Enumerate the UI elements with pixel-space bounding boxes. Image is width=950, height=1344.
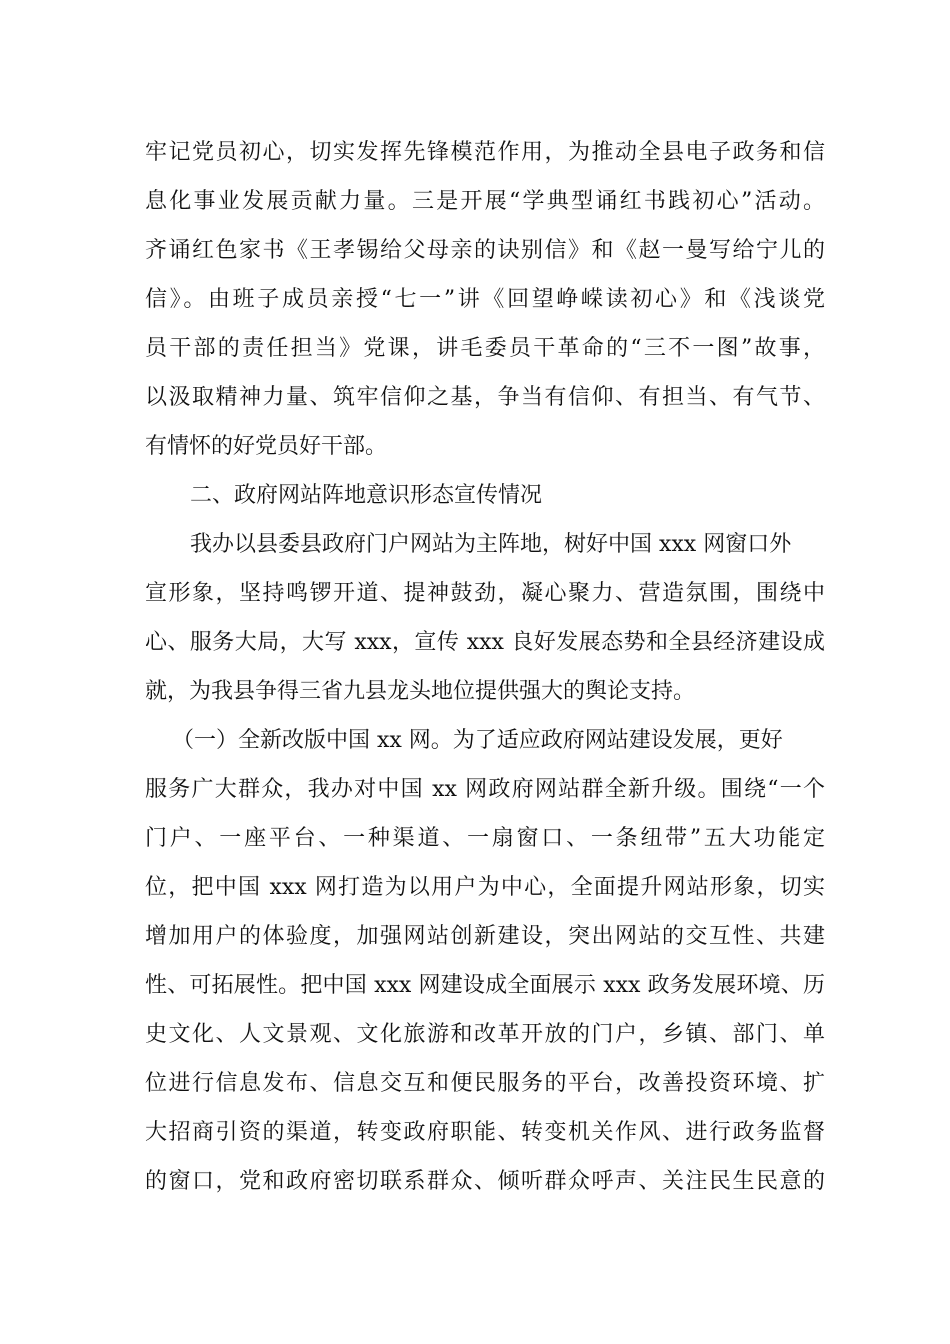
text-line-19: 史文化、人文景观、文化旅游和改革开放的门户，乡镇、部门、单 (145, 1022, 825, 1047)
text-line-22: 的窗口，党和政府密切联系群众、倾听群众呼声、关注民生民意的 (145, 1169, 825, 1194)
text-line-3: 齐诵红色家书《王孝锡给父母亲的诀别信》和《赵一曼写给宁儿的 (145, 238, 825, 263)
text-line-10: 宣形象，坚持鸣锣开道、提神鼓劲，凝心聚力、营造氛围，围绕中 (145, 581, 825, 606)
text-line-1: 牢记党员初心，切实发挥先锋模范作用，为推动全县电子政务和信 (145, 140, 825, 165)
text-line-16: 位，把中国 xxx 网打造为以用户为中心，全面提升网站形象，切实 (145, 875, 825, 900)
text-line-20: 位进行信息发布、信息交互和便民服务的平台，改善投资环境、扩 (145, 1071, 825, 1096)
text-line-13: （一）全新改版中国 xx 网。为了适应政府网站建设发展，更好 (172, 728, 783, 753)
text-line-9: 我办以县委县政府门户网站为主阵地，树好中国 xxx 网窗口外 (190, 532, 792, 557)
section-heading: 二、政府网站阵地意识形态宣传情况 (190, 483, 543, 508)
text-line-18: 性、可拓展性。把中国 xxx 网建设成全面展示 xxx 政务发展环境、历 (145, 973, 825, 998)
text-line-6: 以汲取精神力量、筑牢信仰之基，争当有信仰、有担当、有气节、 (145, 385, 825, 410)
text-line-4: 信》。由班子成员亲授“七一”讲《回望峥嵘读初心》和《浅谈党 (145, 287, 825, 312)
text-line-7: 有情怀的好党员好干部。 (145, 434, 388, 459)
text-line-11: 心、服务大局，大写 xxx，宣传 xxx 良好发展态势和全县经济建设成 (145, 630, 825, 655)
text-line-14: 服务广大群众，我办对中国 xx 网政府网站群全新升级。围绕“一个 (145, 777, 825, 802)
text-line-12: 就，为我县争得三省九县龙头地位提供强大的舆论支持。 (145, 679, 696, 704)
text-line-21: 大招商引资的渠道，转变政府职能、转变机关作风、进行政务监督 (145, 1120, 825, 1145)
text-line-17: 增加用户的体验度，加强网站创新建设，突出网站的交互性、共建 (145, 924, 825, 949)
text-line-2: 息化事业发展贡献力量。三是开展“学典型诵红书践初心”活动。 (145, 189, 825, 214)
text-line-15: 门户、一座平台、一种渠道、一扇窗口、一条纽带”五大功能定 (145, 826, 825, 851)
text-line-5: 员干部的责任担当》党课，讲毛委员干革命的“三不一图”故事， (145, 336, 825, 361)
